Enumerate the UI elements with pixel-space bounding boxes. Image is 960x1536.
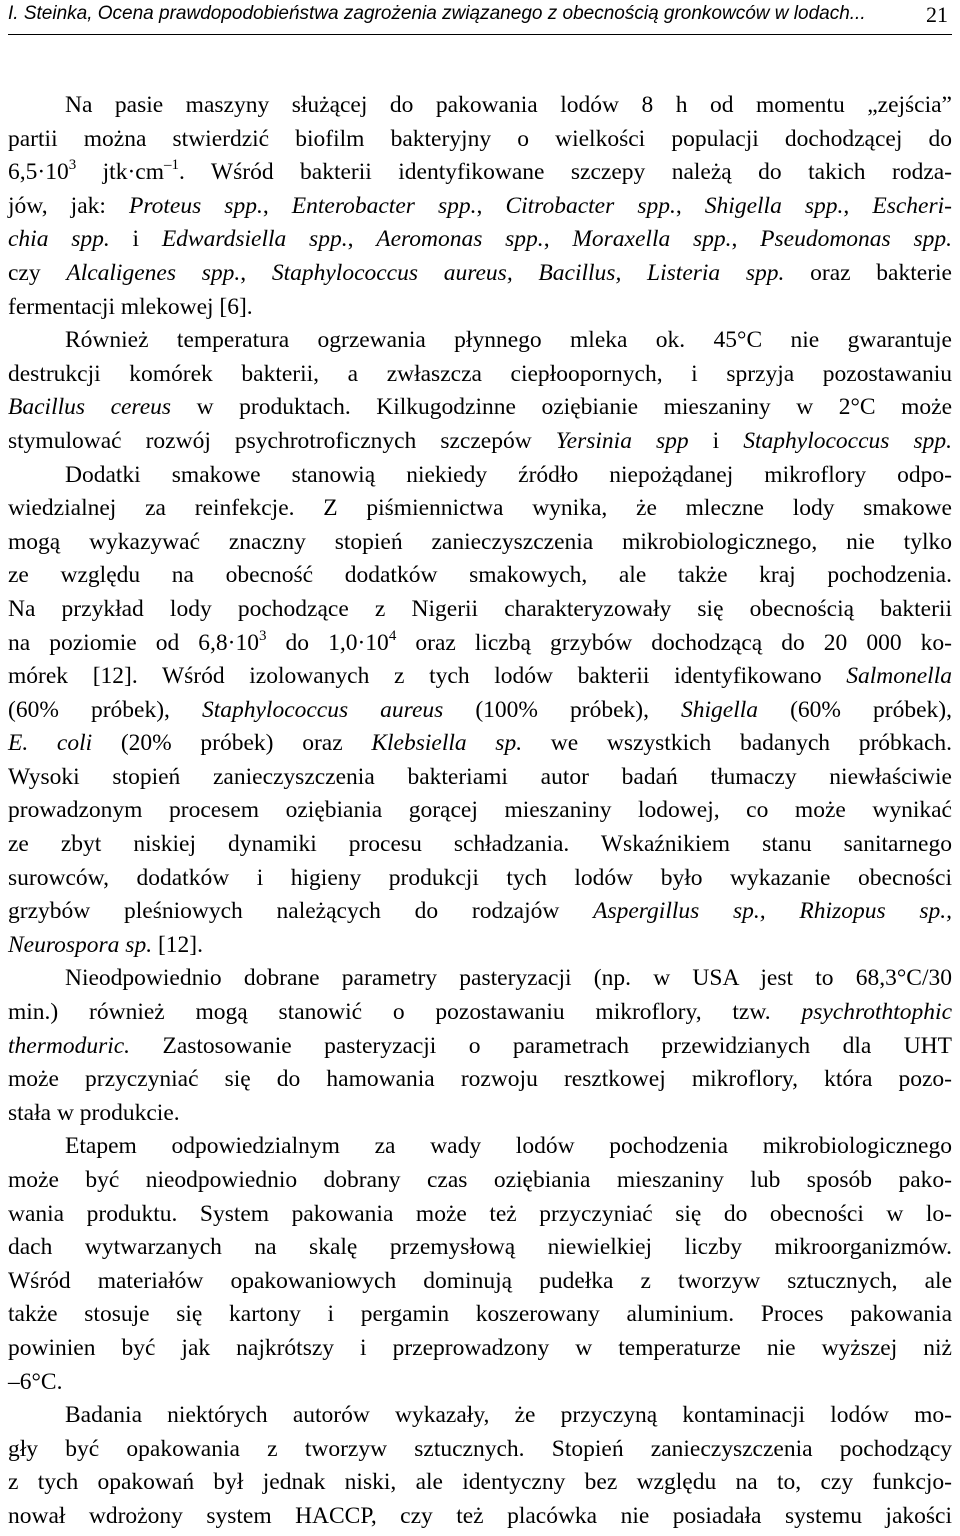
text-segment: [12]. (152, 931, 203, 958)
text-segment: (20% próbek) oraz (92, 730, 372, 757)
text-segment: na poziomie od 6,8·10 (8, 629, 259, 656)
text-segment: Wysoki stopień zanieczyszczenia bakteriami autor badań tłumaczy niewłaściwie (8, 763, 952, 790)
text-segment: fermentacji mlekowej [6]. (8, 293, 253, 320)
text-line (8, 1130, 952, 1164)
text-segment: czy (8, 259, 67, 286)
text-segment: , (543, 226, 573, 253)
text-line (8, 660, 952, 694)
text-segment: destrukcji komórek bakterii, a zwłaszcza ciepłoopornych, i sprzyja pozostawaniu (8, 360, 952, 387)
text-segment: Również temperatura ogrzewania płynnego mleka ok. 45°C nie gwarantuje (65, 327, 952, 354)
text-segment: wania produktu. System pakowania może też przyczyniać się do obecności w lo- (8, 1200, 952, 1227)
italic-term: Yersinia spp (555, 427, 689, 454)
text-segment: wiedzialnej za reinfekcje. Z piśmiennictwa wynika, że mleczne lody smakowe (8, 495, 952, 522)
text-line (8, 1433, 952, 1467)
text-line (8, 1332, 952, 1366)
running-title: I. Steinka, Ocena prawdopodobieństwa zagrożenia związanego z obecnością gronkowców w lodach... (8, 3, 866, 24)
text-line (8, 123, 952, 157)
italic-term: Moraxella spp. (572, 226, 732, 253)
italic-term: Shigella (681, 696, 759, 723)
text-segment: grzybów pleśniowych należących do rodzajów (8, 898, 594, 925)
text-segment: nował wdrożony system HACCP, czy też placówka nie posiadała systemu jakości (8, 1502, 952, 1529)
text-line (8, 1231, 952, 1265)
text-segment: partii można stwierdzić biofilm bakteryjny o wielkości populacji dochodzącej do (8, 125, 952, 152)
text-segment: Dodatki smakowe stanowią niekiedy źródło niepożądanej mikroflory odpo- (65, 461, 952, 488)
text-line (8, 1198, 952, 1232)
text-segment: –6°C. (8, 1368, 63, 1395)
italic-term: psychrothtophic (801, 999, 952, 1026)
text-segment: prowadzonym procesem oziębiania gorącej mieszaniny lodowej, co może wynikać (8, 797, 952, 824)
text-segment: , (476, 192, 506, 219)
text-segment: , (731, 226, 761, 253)
text-segment: , (262, 192, 292, 219)
text-segment: gły być opakowania z tworzyw sztucznych. Stopień zanieczyszczenia pochodzący (8, 1435, 952, 1462)
text-segment: , (675, 192, 705, 219)
text-segment: do 1,0·10 (266, 629, 389, 656)
text-line (8, 1164, 952, 1198)
text-line (8, 459, 952, 493)
text-line (8, 727, 952, 761)
text-segment: mórek [12]. Wśród izolowanych z tych lodów bakterii identyfikowano (8, 663, 847, 690)
italic-term: Klebsiella sp. (371, 730, 523, 757)
text-line (8, 1298, 952, 1332)
text-segment: Badania niektórych autorów wykazały, że przyczyną kontaminacji lodów mo- (65, 1402, 952, 1429)
text-line (8, 358, 952, 392)
text-segment: , (843, 192, 873, 219)
italic-term: Neurospora sp. (8, 931, 153, 958)
superscript: –1 (164, 157, 180, 174)
text-segment: w produktach. Kilkugodzinne oziębianie mieszaniny w 2°C może (171, 394, 953, 421)
text-segment: , (240, 259, 272, 286)
text-line (8, 1466, 952, 1500)
italic-term: Salmonella (846, 663, 952, 690)
text-segment: Etapem odpowiedzialnym za wady lodów pochodzenia mikrobiologicznego (65, 1133, 952, 1160)
text-segment: mogą wykazywać znaczny stopień zanieczyszczenia mikrobiologicznego, nie tylko (8, 528, 952, 555)
text-segment: ze zbyt niskiej dynamiki procesu schładzania. Wskaźnikiem stanu sanitarnego (8, 831, 952, 858)
text-segment: min.) również mogą stanowić o pozostawaniu mikroflory, tzw. (8, 999, 802, 1026)
text-segment: Zastosowanie pasteryzacji o parametrach przewidzianych dla UHT (130, 1032, 952, 1059)
text-line (8, 559, 952, 593)
text-segment: jtk·cm (76, 159, 165, 186)
italic-term: Pseudomonas spp. (760, 226, 952, 253)
text-segment: dach wytwarzanych na skalę przemysłową niewielkiej liczby mikroorganizmów. (8, 1234, 952, 1261)
italic-term: Aeromonas spp. (376, 226, 544, 253)
text-line (8, 526, 952, 560)
text-line (8, 257, 952, 291)
text-segment: i (109, 226, 162, 253)
text-segment: jów, jak: (8, 192, 129, 219)
italic-term: Enterobacter spp. (291, 192, 477, 219)
text-segment: oraz bakterie (784, 259, 952, 286)
text-line (8, 1030, 952, 1064)
body-text (8, 89, 952, 1534)
text-line (8, 694, 952, 728)
text-segment: Nieodpowiednio dobrane parametry pasteryzacji (np. w USA jest to 68,3°C/30 (65, 965, 952, 992)
text-segment: . Wśród bakterii identyfikowane szczepy należą do takich rodza- (179, 159, 953, 186)
text-segment: może przyczyniać się do hamowania rozwoju resztkowej mikroflory, która pozo- (8, 1066, 952, 1093)
text-segment: oraz liczbą grzybów dochodzącą do 20 000 ko- (396, 629, 952, 656)
text-segment: także stosuje się kartony i pergamin koszerowany aluminium. Proces pakowania (8, 1301, 952, 1328)
italic-term: Proteus spp. (129, 192, 263, 219)
text-line (8, 492, 952, 526)
text-line (8, 324, 952, 358)
italic-term: Shigella spp. (704, 192, 844, 219)
italic-term: Escheri- (872, 192, 952, 219)
superscript: 4 (388, 627, 397, 644)
text-segment: we wszystkich badanych próbkach. (522, 730, 953, 757)
text-segment: ze względu na obecność dodatków smakowych, ale także kraj pochodzenia. (8, 562, 952, 589)
italic-term: E. coli (8, 730, 93, 757)
text-line (8, 1366, 952, 1400)
text-line (8, 996, 952, 1030)
text-line (8, 593, 952, 627)
text-line (8, 1500, 952, 1534)
text-line (8, 895, 952, 929)
text-segment: (60% próbek), (758, 696, 953, 723)
text-line (8, 929, 952, 963)
text-line (8, 627, 952, 661)
text-segment: stała w produkcie. (8, 1099, 180, 1126)
text-segment: , (347, 226, 377, 253)
italic-term: Staphylococcus aureus, Bacillus, Listeria spp. (271, 259, 785, 286)
text-line (8, 1097, 952, 1131)
text-line (8, 391, 952, 425)
text-segment: i (688, 427, 744, 454)
italic-term: Edwardsiella spp. (161, 226, 348, 253)
text-segment: surowców, dodatków i higieny produkcji tych lodów było wykazanie obecności (8, 864, 952, 891)
text-line (8, 962, 952, 996)
italic-term: chia spp. (8, 226, 110, 253)
text-segment: Wśród materiałów opakowaniowych dominują pudełka z tworzyw sztucznych, ale (8, 1267, 952, 1294)
text-segment: z tych opakowań był jednak niski, ale identyczny bez względu na to, czy funkcjo- (8, 1469, 952, 1496)
text-line (8, 425, 952, 459)
italic-term: Alcaligenes spp. (66, 259, 241, 286)
text-segment: może być nieodpowiednio dobrany czas oziębiania mieszaniny lub sposób pako- (8, 1167, 952, 1193)
italic-term: Aspergillus sp., Rhizopus sp., (593, 898, 953, 925)
text-segment: (100% próbek), (443, 696, 682, 723)
text-segment: stymulować rozwój psychrotroficznych szczepów (8, 427, 556, 454)
text-line (8, 1399, 952, 1433)
text-line (8, 89, 952, 123)
text-line (8, 1063, 952, 1097)
text-line (8, 190, 952, 224)
text-line (8, 1265, 952, 1299)
italic-term: Staphylococcus aureus (201, 696, 444, 723)
text-line (8, 761, 952, 795)
text-segment: Na przykład lody pochodzące z Nigerii charakteryzowały się obecnością bakterii (8, 595, 952, 622)
text-line (8, 862, 952, 896)
italic-term: Citrobacter spp. (505, 192, 676, 219)
italic-term: thermoduric. (8, 1032, 131, 1059)
text-line (8, 794, 952, 828)
text-line (8, 156, 952, 190)
text-segment: Na pasie maszyny służącej do pakowania lodów 8 h od momentu „zejścia” (65, 92, 952, 118)
text-line (8, 291, 952, 325)
text-segment: (60% próbek), (8, 696, 202, 723)
italic-term: Staphylococcus spp. (743, 427, 953, 454)
superscript: 3 (259, 627, 267, 644)
text-line (8, 828, 952, 862)
running-header (8, 0, 952, 35)
text-segment: powinien być jak najkrótszy i przeprowadzony w temperaturze nie wyższej niż (8, 1334, 952, 1361)
italic-term: Bacillus cereus (8, 394, 172, 421)
text-segment: 6,5·10 (8, 159, 69, 186)
text-line (8, 223, 952, 257)
page-number: 21 (926, 2, 948, 27)
superscript: 3 (68, 157, 77, 174)
